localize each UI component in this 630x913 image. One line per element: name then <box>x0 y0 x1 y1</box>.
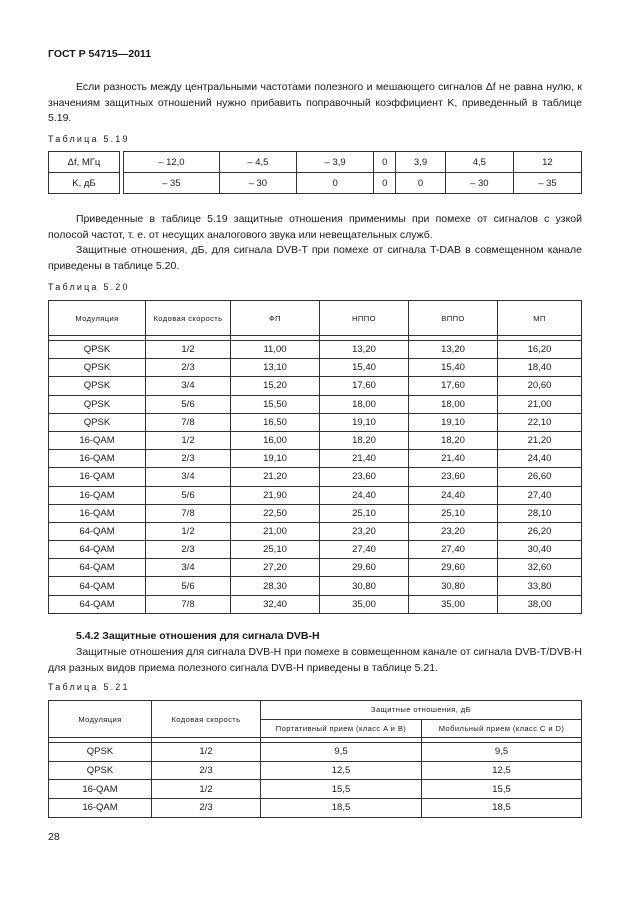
table-cell: 29,60 <box>320 559 409 577</box>
table-5-20-body <box>49 341 582 614</box>
table-cell: 30,40 <box>498 541 582 559</box>
table-cell: 13,20 <box>409 341 498 359</box>
table-row <box>49 395 582 413</box>
table-cell: 13,20 <box>320 341 409 359</box>
column-header: Модуляция <box>49 301 146 336</box>
table-cell: 18,00 <box>320 395 409 413</box>
table-cell: 20,60 <box>498 377 582 395</box>
table-cell: QPSK <box>49 413 146 431</box>
table-cell: 18,5 <box>261 798 422 817</box>
table-cell: 0 <box>374 152 396 173</box>
table-row <box>49 541 582 559</box>
table-cell: 7/8 <box>146 413 231 431</box>
table-cell: 30,80 <box>320 577 409 595</box>
table-row <box>49 450 582 468</box>
table-cell: QPSK <box>49 359 146 377</box>
table-cell: 16-QAM <box>49 450 146 468</box>
table-cell: 26,20 <box>498 522 582 540</box>
table-row <box>49 595 582 613</box>
table-cell: 28,30 <box>231 577 320 595</box>
paragraph-1-text: Если разность между центральными частотами полезного и мешающего сигналов Δf не равна нулю, к значениям защитных отношений нужно прибавить поправочный коэффициент K, приведенный в таблице 5.19. <box>48 81 582 124</box>
table-cell: 5/6 <box>146 395 231 413</box>
table-cell: 11,00 <box>231 341 320 359</box>
table-5-19-caption: Таблица 5.19 <box>48 134 130 144</box>
table-cell: – 30 <box>219 173 296 194</box>
table-row <box>49 359 582 377</box>
table-5-20 <box>48 300 582 614</box>
table-cell: 35,00 <box>320 595 409 613</box>
table-cell: 24,40 <box>498 450 582 468</box>
table-cell: 1/2 <box>152 780 261 799</box>
table-cell: Δf, МГц <box>49 152 120 173</box>
table-cell: 27,40 <box>409 541 498 559</box>
table-cell: 15,40 <box>320 359 409 377</box>
table-cell: 15,5 <box>422 780 582 799</box>
table-cell: 28,10 <box>498 504 582 522</box>
table-cell: QPSK <box>49 743 152 762</box>
table-cell: – 3,9 <box>296 152 373 173</box>
table-cell: 23,20 <box>320 522 409 540</box>
paragraph-4-text: Защитные отношения для сигнала DVB-H при помехе в совмещенном канале от сигнала DVB-T/DVB-H для разных видов приема полезного сигнала DVB-H приведены в таблице 5.21. <box>48 646 582 674</box>
table-cell: 7/8 <box>146 504 231 522</box>
table-cell: 38,00 <box>498 595 582 613</box>
table-cell: 27,40 <box>498 486 582 504</box>
table-cell: 16-QAM <box>49 468 146 486</box>
table-cell: 21,20 <box>231 468 320 486</box>
table-row <box>49 431 582 449</box>
table-cell: 23,20 <box>409 522 498 540</box>
table-5-20-caption: Таблица 5.20 <box>48 282 130 292</box>
table-cell: 64-QAM <box>49 559 146 577</box>
table-header-row <box>49 701 582 720</box>
table-cell: 64-QAM <box>49 595 146 613</box>
table-cell: 64-QAM <box>49 522 146 540</box>
table-cell: K, дБ <box>49 173 120 194</box>
table-cell: 15,20 <box>231 377 320 395</box>
table-cell: 12,5 <box>261 761 422 780</box>
table-cell: 3/4 <box>146 468 231 486</box>
column-header: ВППО <box>409 301 498 336</box>
table-cell: 24,40 <box>320 486 409 504</box>
table-cell: 18,20 <box>320 431 409 449</box>
table-cell: 27,40 <box>320 541 409 559</box>
table-cell: 3,9 <box>396 152 446 173</box>
table-cell: 16-QAM <box>49 504 146 522</box>
table-cell: 21,40 <box>409 450 498 468</box>
table-cell: 12,5 <box>422 761 582 780</box>
table-cell: 1/2 <box>152 743 261 762</box>
table-cell: 16-QAM <box>49 431 146 449</box>
table-cell: 22,10 <box>498 413 582 431</box>
table-cell: 15,50 <box>231 395 320 413</box>
table-cell: 3/4 <box>146 559 231 577</box>
table-cell: 33,80 <box>498 577 582 595</box>
table-cell: QPSK <box>49 341 146 359</box>
table-cell: 4,5 <box>445 152 513 173</box>
table-cell: 18,5 <box>422 798 582 817</box>
table-cell: – 35 <box>513 173 581 194</box>
table-cell: 32,60 <box>498 559 582 577</box>
column-header: МП <box>498 301 582 336</box>
section-title: 5.4.2 Защитные отношения для сигнала DVB-H <box>76 630 320 642</box>
table-cell: – 12,0 <box>124 152 220 173</box>
table-cell: 16,00 <box>231 431 320 449</box>
table-header-row <box>49 301 582 336</box>
table-cell: 18,20 <box>409 431 498 449</box>
table-row <box>49 743 582 762</box>
table-row <box>49 761 582 780</box>
table-cell: 2/3 <box>146 359 231 377</box>
table-row <box>49 468 582 486</box>
table-cell: 23,60 <box>320 468 409 486</box>
paragraph-4 <box>48 645 582 676</box>
table-cell: 23,60 <box>409 468 498 486</box>
table-cell: – 4,5 <box>219 152 296 173</box>
table-cell: 0 <box>396 173 446 194</box>
paragraph-1 <box>48 80 582 127</box>
column-header: Кодовая скорость <box>152 701 261 738</box>
table-cell: 25,10 <box>231 541 320 559</box>
table-cell: 2/3 <box>152 761 261 780</box>
table-cell: 2/3 <box>152 798 261 817</box>
table-row <box>49 341 582 359</box>
table-cell: 12 <box>513 152 581 173</box>
table-row <box>49 173 582 194</box>
table-cell: 21,20 <box>498 431 582 449</box>
table-cell: 16,20 <box>498 341 582 359</box>
table-cell: 2/3 <box>146 541 231 559</box>
table-cell: 7/8 <box>146 595 231 613</box>
table-cell: 35,00 <box>409 595 498 613</box>
table-cell: 17,60 <box>409 377 498 395</box>
table-cell: 32,40 <box>231 595 320 613</box>
table-row <box>49 577 582 595</box>
table-cell: 18,00 <box>409 395 498 413</box>
table-cell: 1/2 <box>146 431 231 449</box>
table-cell: 21,90 <box>231 486 320 504</box>
column-header: Модуляция <box>49 701 152 738</box>
table-5-21 <box>48 700 582 818</box>
paragraph-3-text: Защитные отношения, дБ, для сигнала DVB-T при помехе от сигнала T-DAB в совмещенном канале приведены в таблице 5.20. <box>48 244 582 272</box>
table-cell: 16-QAM <box>49 798 152 817</box>
table-cell: 21,40 <box>320 450 409 468</box>
table-cell: 19,10 <box>409 413 498 431</box>
table-row <box>49 152 582 173</box>
table-cell: QPSK <box>49 377 146 395</box>
column-header: НППО <box>320 301 409 336</box>
table-row <box>49 780 582 799</box>
table-row <box>49 413 582 431</box>
table-cell: 15,5 <box>261 780 422 799</box>
table-cell: 21,00 <box>231 522 320 540</box>
table-cell: 9,5 <box>261 743 422 762</box>
table-cell: 64-QAM <box>49 577 146 595</box>
table-cell: 17,60 <box>320 377 409 395</box>
table-cell: 5/6 <box>146 577 231 595</box>
table-cell: 16,50 <box>231 413 320 431</box>
table-cell: 1/2 <box>146 341 231 359</box>
table-cell: 5/6 <box>146 486 231 504</box>
table-cell: 25,10 <box>409 504 498 522</box>
table-cell: 2/3 <box>146 450 231 468</box>
column-header: ФП <box>231 301 320 336</box>
table-cell: 30,80 <box>409 577 498 595</box>
table-cell: 15,40 <box>409 359 498 377</box>
column-group-header: Защитные отношения, дБ <box>261 701 582 720</box>
table-5-19 <box>48 151 582 194</box>
table-cell: 24,40 <box>409 486 498 504</box>
table-row <box>49 377 582 395</box>
page-number: 28 <box>48 831 60 843</box>
table-cell: 16-QAM <box>49 486 146 504</box>
table-cell: 25,10 <box>320 504 409 522</box>
table-cell: 64-QAM <box>49 541 146 559</box>
column-header: Мобильный прием (класс C и D) <box>422 719 582 738</box>
table-cell: 1/2 <box>146 522 231 540</box>
table-row <box>49 559 582 577</box>
table-cell: – 35 <box>124 173 220 194</box>
table-cell: 19,10 <box>231 450 320 468</box>
table-cell: 3/4 <box>146 377 231 395</box>
paragraph-2-text: Приведенные в таблице 5.19 защитные отношения применимы при помехе от сигналов с узкой полосой частот, т. е. от несущих аналогового звука или невещательных служб. <box>48 213 582 241</box>
table-cell: 21,00 <box>498 395 582 413</box>
table-cell: 13,10 <box>231 359 320 377</box>
table-row <box>49 798 582 817</box>
table-cell: 19,10 <box>320 413 409 431</box>
table-row <box>49 504 582 522</box>
table-cell: 18,40 <box>498 359 582 377</box>
table-row <box>49 486 582 504</box>
table-cell: QPSK <box>49 395 146 413</box>
table-5-21-body <box>49 743 582 817</box>
table-cell: – 30 <box>445 173 513 194</box>
table-cell: 27,20 <box>231 559 320 577</box>
table-cell: QPSK <box>49 761 152 780</box>
table-row <box>49 522 582 540</box>
column-header: Кодовая скорость <box>146 301 231 336</box>
column-header: Портативный прием (класс A и B) <box>261 719 422 738</box>
table-cell: 9,5 <box>422 743 582 762</box>
paragraph-2 <box>48 212 582 274</box>
document-header: ГОСТ Р 54715—2011 <box>48 48 152 60</box>
table-cell: 0 <box>296 173 373 194</box>
table-cell: 22,50 <box>231 504 320 522</box>
table-5-21-caption: Таблица 5.21 <box>48 682 130 692</box>
table-cell: 26,60 <box>498 468 582 486</box>
table-cell: 29,60 <box>409 559 498 577</box>
table-cell: 0 <box>374 173 396 194</box>
table-cell: 16-QAM <box>49 780 152 799</box>
